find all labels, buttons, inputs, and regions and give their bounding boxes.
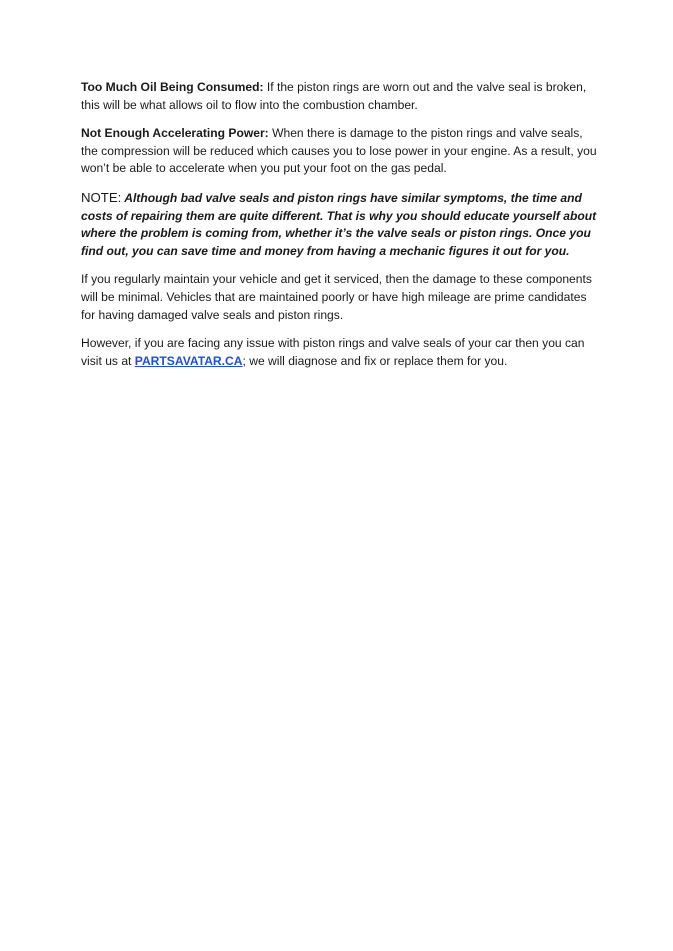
accelerating-power-paragraph <box>81 125 597 178</box>
accelerating-power-text: When there is damage to the piston rings and valve seals, the compression will be reduced which causes you to lose power in your engine. As a result, you won’t be able to accelerate when you put your foot on the gas pedal. <box>81 126 597 176</box>
closing-text-before-link: However, if you are facing any issue with piston rings and valve seals of your car then you can visit us at <box>81 336 585 368</box>
oil-consumption-heading: Too Much Oil Being Consumed: <box>81 80 264 94</box>
accelerating-power-heading: Not Enough Accelerating Power: <box>81 126 269 141</box>
closing-text-after-link: ; we will diagnose and fix or replace them for you. <box>242 353 508 368</box>
oil-consumption-text: If the piston rings are worn out and the valve seal is broken, this will be what allows oil to flow into the combustion chamber. <box>81 80 587 112</box>
note-text: Although bad valve seals and piston rings have similar symptoms, the time and costs of repairing them are quite different. That is why you should educate yourself about where the problem is coming from, whether it’s the valve seals or piston rings. Once you find out, you can save time and money from having a mechanic figures it out for you. <box>81 190 597 258</box>
note-label: NOTE: <box>81 189 122 205</box>
maintenance-paragraph <box>81 271 597 324</box>
oil-consumption-paragraph <box>81 79 597 114</box>
closing-paragraph <box>81 335 597 370</box>
maintenance-text: If you regularly maintain your vehicle and get it serviced, then the damage to these components will be minimal. Vehicles that are maintained poorly or have high mileage are prime candidates for having damaged valve seals and piston rings. <box>81 272 592 322</box>
partsavatar-link[interactable]: PARTSAVATAR.CA <box>134 353 243 368</box>
note-paragraph <box>81 189 597 260</box>
document-page <box>81 79 597 381</box>
